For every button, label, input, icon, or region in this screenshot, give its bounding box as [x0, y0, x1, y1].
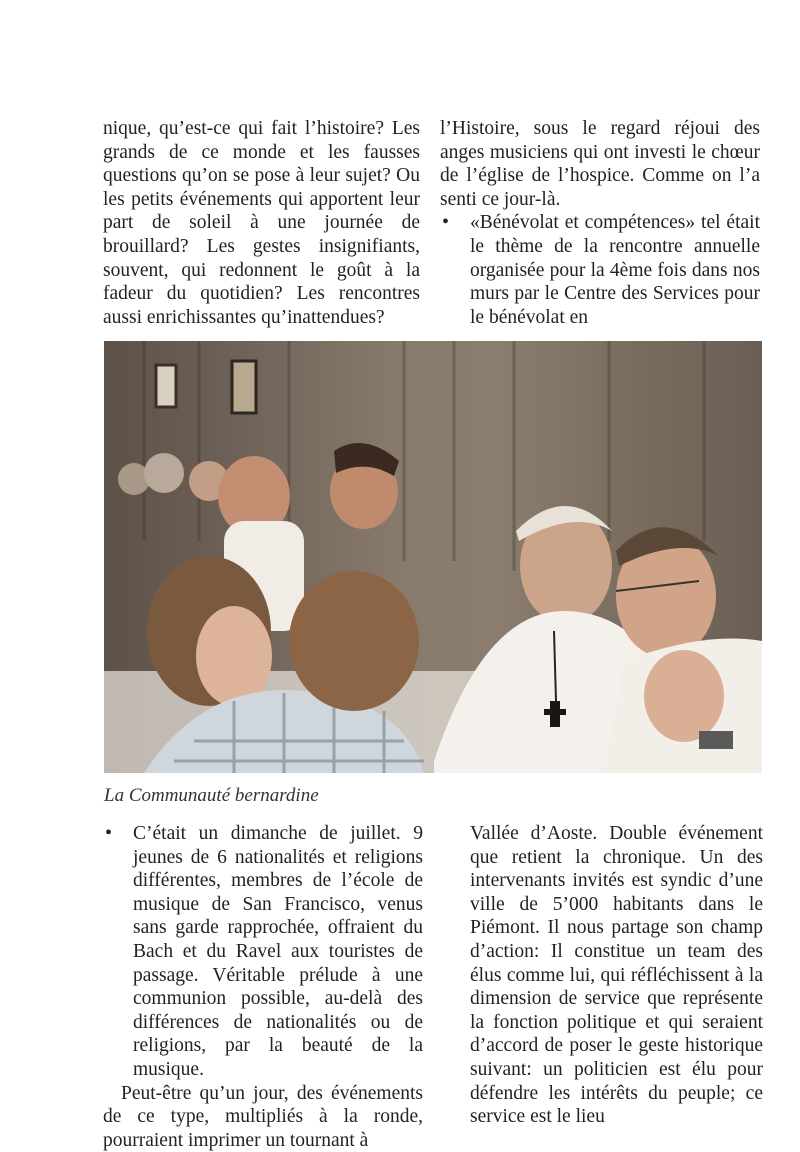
top-left-column [103, 117, 420, 329]
bottom-right-column [470, 822, 763, 1129]
top-right-column [440, 117, 760, 329]
top-right-paragraph: l’Histoire, sous le regard réjoui des anges musiciens qui ont investi le chœur de l’église de l’hospice. Comme on l’a senti ce jour-là. [440, 118, 760, 210]
bottom-left-column [103, 822, 423, 1152]
photo-illustration [104, 341, 762, 773]
benevolat-bullet-item: • «Bénévolat et compétences» tel était le thème de la rencontre annuelle organisée pour la 4ème fois dans nos murs par le Centre des Services pour le bénévolat en [440, 211, 760, 329]
music-bullet-item: • C’était un dimanche de juillet. 9 jeunes de 6 nationalités et religions différentes, membres de l’école de musique de San Francisco, venus sans garde rapprochée, offraient du Bach et du Ravel aux touristes de passage. Véritable prélude à une communion possible, au-delà des différences de nationalités ou de religions, par la beauté de la musique. [103, 822, 423, 1082]
bottom-right-paragraph: Vallée d’Aoste. Double événement que retient la chronique. Un des intervenants invités est syndic d’une ville de 5’000 habitants dans le Piémont. Il nous partage son champ d’action: Il constitue un team des élus comme lui, qui réfléchissent à la dimension de service que représente la fonction politique et qui seraient d’accord de poser le geste historique suivant: un politicien est élu pour défendre les intérêts du peuple; ce service est le lieu [470, 823, 763, 1128]
bottom-left-paragraph: Peut-être qu’un jour, des événements de ce type, multipliés à la ronde, pourraient imprimer un tournant à [103, 1082, 423, 1151]
top-left-paragraph: nique, qu’est-ce qui fait l’histoire? Les grands de ce monde et les fausses questions qu’on se pose à leur sujet? Ou les petits événements qui apportent leur part de soleil à une journée de brouillard? Les gestes insignifiants, souvent, qui redonnent le goût à la fadeur du quotidien? Les rencontres aussi enrichissantes qu’inattendues? [103, 118, 420, 328]
community-photo [104, 341, 762, 773]
photo-caption: La Communauté bernardine [104, 785, 319, 806]
